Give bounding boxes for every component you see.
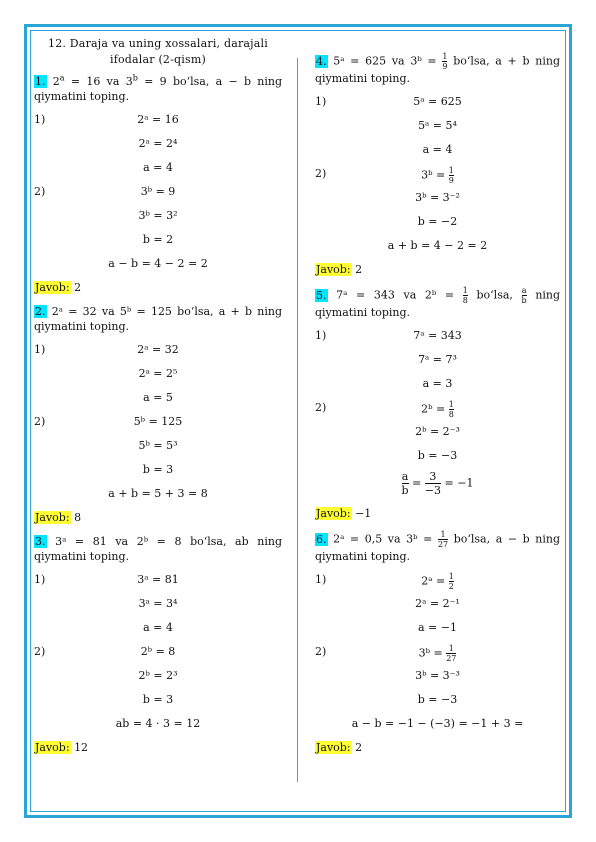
problem-5-step: 2ᵇ = 2⁻³ bbox=[415, 425, 460, 438]
problem-1-text: 2 bbox=[52, 75, 60, 88]
problem-6-step: b = −3 bbox=[417, 693, 458, 706]
fraction: $\frac{1}{9}$ bbox=[442, 52, 448, 71]
problem-3-answer: Javob: 12 bbox=[35, 741, 89, 754]
problem-1-step: 3ᵇ = 3² bbox=[138, 209, 178, 222]
fraction: $\frac{3}{-3}$ bbox=[424, 470, 442, 497]
left-column bbox=[34, 36, 282, 764]
problem-2-step: a = 5 bbox=[143, 391, 173, 404]
fraction: $\frac{1}{8}$ bbox=[448, 400, 454, 419]
problem-6-answer: Javob: 2 bbox=[316, 741, 363, 754]
problem-6-statement: 6. 2ᵃ = 0,5 va 3ᵇ = $\frac{1}{27}$ bo‘lsa, a − b ning qiymatini toping. bbox=[315, 530, 560, 563]
page-title: 12. Daraja va uning xossalari, darajali ifodalar (2-qism) bbox=[48, 37, 268, 66]
problem-5-statement: 5. 7ᵃ = 343 va 2ᵇ = $\frac{1}{8}$ bo‘lsa, $\frac{a}{b}$ ning qiymatini toping. bbox=[315, 286, 561, 319]
problem-1-statement: 1. 2$^a$ = 16 va 3$^b$ = 9 bo‘lsa, a − b ning qiymatini toping. bbox=[34, 73, 283, 103]
problem-2-number: 2. bbox=[35, 305, 46, 318]
problem-4-statement: 4. 5ᵃ = 625 va 3ᵇ = $\frac{1}{9}$ bo‘lsa, a + b ning qiymatini toping. bbox=[315, 52, 560, 85]
problem-5-step: 7ᵃ = 7³ bbox=[418, 353, 457, 366]
fraction: $\frac{1}{2}$ bbox=[448, 572, 454, 591]
problem-3-step: 2ᵇ = 2³ bbox=[138, 669, 178, 682]
problem-4-answer: Javob: 2 bbox=[316, 263, 363, 276]
problem-3-step: a = 4 bbox=[143, 621, 173, 634]
problem-5-step: $\frac{a}{b}$ = $\frac{3}{-3}$ = −1 bbox=[401, 470, 474, 497]
fraction: $\frac{1}{27}$ bbox=[437, 530, 449, 549]
problem-1-answer: Javob: 2 bbox=[35, 281, 82, 294]
problem-6-step: 2) 3ᵇ = $\frac{1}{27}$ bbox=[315, 644, 457, 663]
problem-2-step: b = 3 bbox=[142, 463, 174, 476]
problem-2-step: 1) 2ᵃ = 32 bbox=[34, 343, 179, 356]
problem-4-step: 1) 5ᵃ = 625 bbox=[315, 95, 462, 108]
problem-2-step: a + b = 5 + 3 = 8 bbox=[108, 487, 208, 500]
fraction: $\frac{1}{9}$ bbox=[448, 166, 454, 185]
problem-1-step: a = 4 bbox=[143, 161, 173, 174]
problem-4-step: 5ᵃ = 5⁴ bbox=[418, 119, 457, 132]
problem-6-step: a − b = −1 − (−3) = −1 + 3 = bbox=[351, 717, 524, 730]
problem-4-step: 3ᵇ = 3⁻² bbox=[415, 191, 460, 204]
problem-4-step: a + b = 4 − 2 = 2 bbox=[387, 239, 488, 252]
problem-4-step: 2) 3ᵇ = $\frac{1}{9}$ bbox=[315, 166, 454, 185]
problem-2-step: 2) 5ᵇ = 125 bbox=[34, 415, 183, 428]
problem-6-step: a = −1 bbox=[418, 621, 457, 634]
fraction: $\frac{1}{8}$ bbox=[462, 286, 468, 305]
problem-3-number: 3. bbox=[35, 535, 46, 548]
problem-3-statement: 3. 3ᵃ = 81 va 2ᵇ = 8 bo‘lsa, ab ning qiymatini toping. bbox=[34, 535, 282, 563]
problem-2-answer: Javob: 8 bbox=[35, 511, 82, 524]
problem-1-step: a − b = 4 − 2 = 2 bbox=[108, 257, 208, 270]
problem-5-step: a = 3 bbox=[422, 377, 453, 390]
problem-2-step: 5ᵇ = 5³ bbox=[138, 439, 178, 452]
column-divider bbox=[297, 58, 298, 782]
problem-4-step: a = 4 bbox=[422, 143, 453, 156]
problem-1-number: 1. bbox=[35, 75, 46, 88]
problem-6-step: 3ᵇ = 3⁻³ bbox=[415, 669, 460, 682]
problem-5-step: 1) 7ᵃ = 343 bbox=[315, 329, 462, 342]
problem-3-step: b = 3 bbox=[142, 693, 174, 706]
right-column bbox=[315, 52, 560, 764]
fraction: $\frac{a}{b}$ bbox=[401, 470, 409, 497]
problem-6-number: 6. bbox=[316, 532, 327, 546]
problem-3-step: 3ᵃ = 3⁴ bbox=[138, 597, 178, 610]
problem-6-step: 1) 2ᵃ = $\frac{1}{2}$ bbox=[315, 572, 454, 591]
problem-4-number: 4. bbox=[316, 54, 327, 68]
fraction: $\frac{a}{b}$ bbox=[521, 286, 527, 305]
problem-5-answer: Javob: −1 bbox=[316, 507, 372, 520]
problem-1-step: 2ᵃ = 2⁴ bbox=[138, 137, 178, 150]
problem-4-step: b = −2 bbox=[417, 215, 458, 228]
fraction: $\frac{1}{27}$ bbox=[446, 644, 457, 663]
problem-5-step: b = −3 bbox=[417, 449, 458, 462]
problem-3-step: ab = 4 · 3 = 12 bbox=[115, 717, 201, 730]
problem-5-number: 5. bbox=[316, 288, 327, 302]
problem-3-step: 1) 3ᵃ = 81 bbox=[34, 573, 179, 586]
problem-1-step: 2) 3ᵇ = 9 bbox=[34, 185, 176, 198]
problem-2-step: 2ᵃ = 2⁵ bbox=[138, 367, 178, 380]
problem-3-step: 2) 2ᵇ = 8 bbox=[34, 645, 176, 658]
problem-6-step: 2ᵃ = 2⁻¹ bbox=[415, 597, 460, 610]
problem-5-step: 2) 2ᵇ = $\frac{1}{8}$ bbox=[315, 400, 454, 419]
problem-2-statement: 2. 2ᵃ = 32 va 5ᵇ = 125 bo‘lsa, a + b ning qiymatini toping. bbox=[34, 305, 282, 333]
problem-1-step: 1) 2ᵃ = 16 bbox=[34, 113, 179, 126]
problem-1-step: b = 2 bbox=[142, 233, 174, 246]
